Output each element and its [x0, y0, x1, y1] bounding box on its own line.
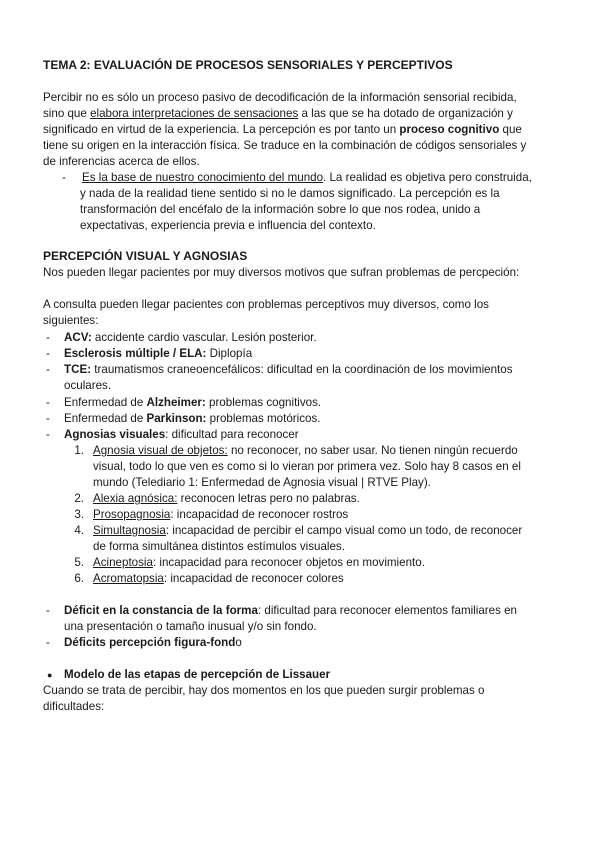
list-item-figura-fondo: Déficits percepción figura-fondo	[64, 636, 242, 649]
agnosia-number: 4.	[74, 524, 84, 537]
list-dash: -	[46, 428, 50, 441]
list-dash: -	[46, 412, 50, 425]
agnosia-item-simultagnosia-line-2: de forma simultánea distintos estímulos visuales.	[93, 540, 345, 553]
sub-line-2: y nada de la realidad tiene sentido si no le damos significado. La percepción es la	[80, 187, 500, 200]
intro-line-1: Percibir no es sólo un proceso pasivo de decodificación de la información sensorial recibida,	[43, 91, 517, 104]
section2-p2-line-1: A consulta pueden llegar pacientes con problemas perceptivos muy diversos, como los	[43, 298, 489, 311]
sub-line-1: Es la base de nuestro conocimiento del mundo. La realidad es objetiva pero construida,	[82, 171, 532, 184]
agnosia-number: 1.	[74, 444, 84, 457]
page-title: TEMA 2: EVALUACIÓN DE PROCESOS SENSORIALES Y PERCEPTIVOS	[43, 58, 453, 72]
agnosia-item-objetos-line-3: mundo (Telediario 1: Enfermedad de Agnosia visual | RTVE Play).	[93, 476, 431, 489]
list-item-agnosias: Agnosias visuales: dificultad para reconocer	[64, 428, 299, 441]
lissauer-line-2: dificultades:	[43, 700, 105, 713]
list-dash: -	[46, 636, 50, 649]
list-item-deficit-constancia-line-2: una presentación o tamaño inusual y/o sin fondo.	[64, 620, 317, 633]
list-dash: -	[46, 347, 50, 360]
list-dash: -	[46, 363, 50, 376]
list-dash: -	[46, 604, 50, 617]
section2-p1: Nos pueden llegar pacientes por muy diversos motivos que sufran problemas de percpeción:	[43, 266, 520, 279]
intro-line-4: tiene su origen en la interacción física. Se traduce en la combinación de códigos sensoriales y	[43, 139, 527, 152]
list-item-alzheimer: Enfermedad de Alzheimer: problemas cognitivos.	[64, 396, 322, 409]
agnosia-number: 6.	[74, 572, 84, 585]
list-item-deficit-constancia: Déficit en la constancia de la forma: dificultad para reconocer elementos familiares en	[64, 604, 517, 617]
list-dash: -	[46, 331, 50, 344]
agnosia-item-acineptosia: Acineptosia: incapacidad para reconocer objetos en movimiento.	[93, 556, 425, 569]
agnosia-item-objetos-line-2: visual, todo lo que ven es como si lo vieran por primera vez. Solo hay 8 casos en el	[93, 460, 521, 473]
agnosia-number: 2.	[74, 492, 84, 505]
sub-line-3: transformación del encéfalo de la información sobre lo que nos rodea, unido a	[80, 203, 481, 216]
agnosia-item-acromatopsia: Acromatopsia: incapacidad de reconocer colores	[93, 572, 344, 585]
sub-dash: -	[62, 171, 66, 184]
intro-line-5: de inferencias acerca de ellos.	[43, 155, 200, 168]
list-item-esclerosis: Esclerosis múltiple / ELA: Diplopía	[64, 347, 253, 360]
agnosia-item-objetos: Agnosia visual de objetos: no reconocer, no saber usar. No tienen ningún recuerdo	[93, 444, 518, 457]
lissauer-heading: Modelo de las etapas de percepción de Lissauer	[64, 668, 331, 681]
agnosia-number: 5.	[74, 556, 84, 569]
agnosia-item-prosopagnosia: Prosopagnosia: incapacidad de reconocer rostros	[93, 508, 349, 521]
list-item-acv: ACV: accidente cardio vascular. Lesión posterior.	[64, 331, 317, 344]
intro-line-3: significado en virtud de la experiencia. La percepción es por tanto un proceso cognitivo que	[43, 123, 522, 136]
list-dash: -	[46, 396, 50, 409]
list-item-tce-line-2: oculares.	[64, 379, 112, 392]
sub-line-4: expectativas, experiencia previa e influencia del contexto.	[80, 219, 376, 232]
agnosia-item-alexia: Alexia agnósica: reconocen letras pero no palabras.	[93, 492, 360, 505]
bullet-icon: ●	[47, 670, 53, 680]
intro-line-2: sino que elabora interpretaciones de sensaciones a las que se ha dotado de organización y	[43, 107, 513, 120]
section2-p2-line-2: siguientes:	[43, 314, 99, 327]
agnosia-number: 3.	[74, 508, 84, 521]
list-item-parkinson: Enfermedad de Parkinson: problemas motóricos.	[64, 412, 321, 425]
agnosia-item-simultagnosia: Simultagnosia: incapacidad de percibir el campo visual como un todo, de reconocer	[93, 524, 523, 537]
list-item-tce: TCE: traumatismos craneoencefálicos: dificultad en la coordinación de los movimientos	[64, 363, 513, 376]
lissauer-line-1: Cuando se trata de percibir, hay dos momentos en los que pueden surgir problemas o	[43, 684, 485, 697]
section-heading-percepcion-visual: PERCEPCIÓN VISUAL Y AGNOSIAS	[43, 249, 248, 263]
